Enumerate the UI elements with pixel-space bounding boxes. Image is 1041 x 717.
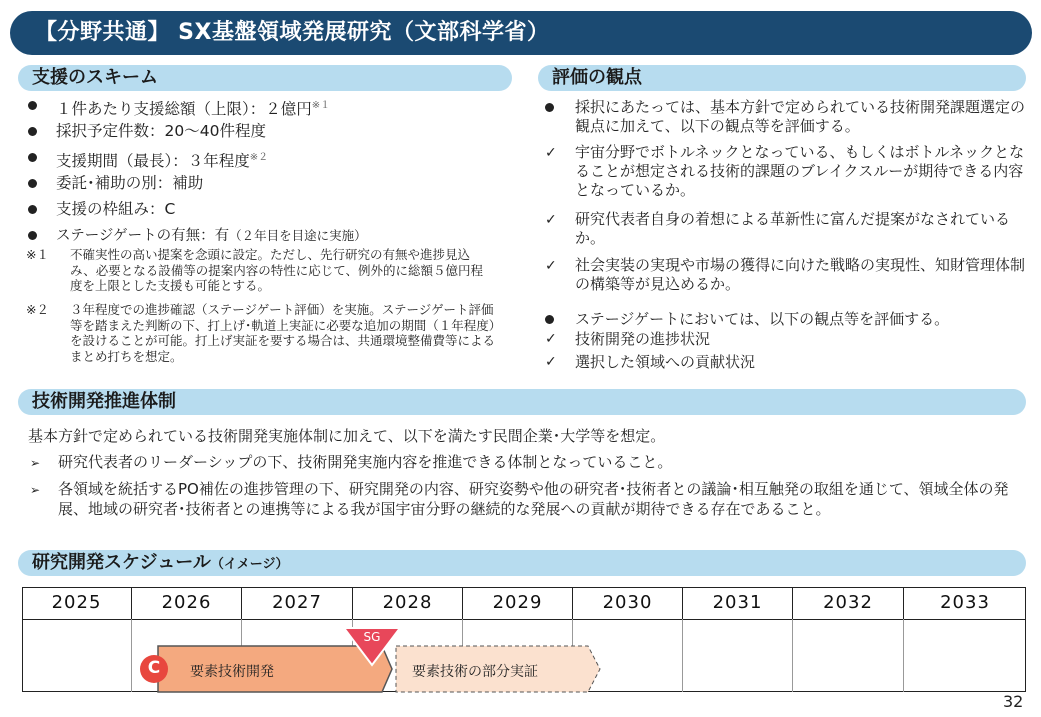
bullet-icon — [28, 231, 37, 240]
promotion-intro: 基本方針で定められている技術開発実施体制に加えて、以下を満たす民間企業･大学等を想定。 — [28, 427, 666, 445]
bullet-icon — [28, 101, 37, 110]
evaluation-check: 社会実装の実現や市場の獲得に向けた戦略の実現性、知財管理体制の構築等が見込めるか。 — [575, 256, 1026, 293]
year-cell: 2030 — [573, 587, 683, 619]
page-title: 【分野共通】 SX基盤領域発展研究（文部科学省） — [10, 11, 1032, 55]
year-cell: 2025 — [22, 587, 132, 619]
support-item-text: 支援期間（最長）：３年程度 — [56, 152, 250, 170]
bullet-icon — [545, 103, 554, 112]
note1-text: 不確実性の高い提案を念頭に設定。ただし、先行研究の有無や進捗見込み、必要となる設備等の提案内容の特性に応じて、例外的に総額５億円程度を上限とした支援も可能とする。 — [70, 247, 484, 293]
evaluation-bullet2: ステージゲートにおいては、以下の観点等を評価する。 — [575, 310, 950, 328]
year-cell: 2031 — [683, 587, 793, 619]
stagegate-note: （２年目を目途に実施） — [229, 228, 367, 243]
support-item-text: １件あたり支援総額（上限）：２億円 — [56, 100, 312, 118]
schedule-heading-note: （イメージ） — [210, 557, 289, 572]
year-cell: 2029 — [463, 587, 573, 619]
promotion-heading: 技術開発推進体制 — [18, 389, 1026, 415]
year-cell: 2028 — [353, 587, 463, 619]
stagegate-label: ステージゲートの有無：有 — [56, 228, 230, 244]
check-icon: ✓ — [545, 354, 557, 370]
schedule-heading — [18, 550, 1026, 576]
support-item-text: 採択予定件数：20～40件程度 — [56, 122, 266, 140]
evaluation-bullet1: 採択にあたっては、基本方針で定められている技術開発課題選定の観点に加えて、以下の観点等を評価する。 — [575, 98, 1026, 135]
bullet-icon — [545, 315, 554, 324]
page-number: 32 — [1003, 692, 1024, 711]
footnote-ref: ※２ — [249, 152, 269, 163]
check-icon: ✓ — [545, 331, 557, 347]
evaluation-heading: 評価の観点 — [538, 65, 1026, 91]
year-cell: 2032 — [793, 587, 904, 619]
bullet-icon — [28, 153, 37, 162]
year-cell: 2027 — [242, 587, 353, 619]
year-cell: 2033 — [940, 592, 990, 613]
check-icon: ✓ — [545, 258, 557, 274]
check-icon: ✓ — [545, 145, 557, 161]
support-scheme-heading: 支援のスキーム — [18, 65, 512, 91]
footnote-ref: ※１ — [311, 100, 331, 111]
phase2-label: 要素技術の部分実証 — [412, 664, 538, 680]
evaluation-check: 研究代表者自身の着想による革新性に富んだ提案がなされているか。 — [575, 210, 1011, 247]
bullet-icon — [28, 205, 37, 214]
arrow-bullet-icon: ➢ — [30, 456, 41, 470]
bullet-icon — [28, 127, 37, 136]
support-item-text: 支援の枠組み：C — [56, 200, 176, 218]
check-icon: ✓ — [545, 212, 557, 228]
schedule-heading-text: 研究開発スケジュール — [32, 552, 211, 573]
sg-label: SG — [363, 630, 381, 644]
promotion-item: 研究代表者のリーダーシップの下、技術開発実施内容を推進できる体制となっていること。 — [58, 453, 673, 471]
note2-mark: ※２ — [26, 302, 49, 317]
note1-mark: ※１ — [26, 247, 49, 262]
bullet-icon — [28, 179, 37, 188]
arrow-bullet-icon: ➢ — [30, 483, 41, 497]
evaluation-check: 選択した領域への貢献状況 — [575, 353, 756, 371]
promotion-item: 各領域を統括するPO補佐の進捗管理の下、研究開発の内容、研究姿勢や他の研究者･技術者との議論･相互触発の取組を通じて、領域全体の発展、地域の研究者･技術者との連携等による我が国宇宙分野の継続的な発展への貢献が期待できる存在であること。 — [58, 480, 1009, 518]
support-item-text: 委託･補助の別：補助 — [56, 174, 204, 192]
evaluation-check: 宇宙分野でボトルネックとなっている、もしくはボトルネックとなることが想定される技術的課題のブレイクスルーが期待できる内容となっているか。 — [575, 143, 1025, 199]
evaluation-check: 技術開発の進捗状況 — [575, 330, 711, 348]
note2-text: ３年程度での進捗確認（ステージゲート評価）を実施。ステージゲート評価等を踏まえた判断の下、打上げ･軌道上実証に必要な追加の期間（１年程度）を設けることが可能。打上げ実証を要する場合は、共通環境整備費等によるまとめ打ちを想定。 — [70, 302, 496, 364]
phase1-label: 要素技術開発 — [190, 664, 274, 680]
year-cell: 2026 — [132, 587, 242, 619]
c-badge-label: C — [147, 658, 161, 678]
